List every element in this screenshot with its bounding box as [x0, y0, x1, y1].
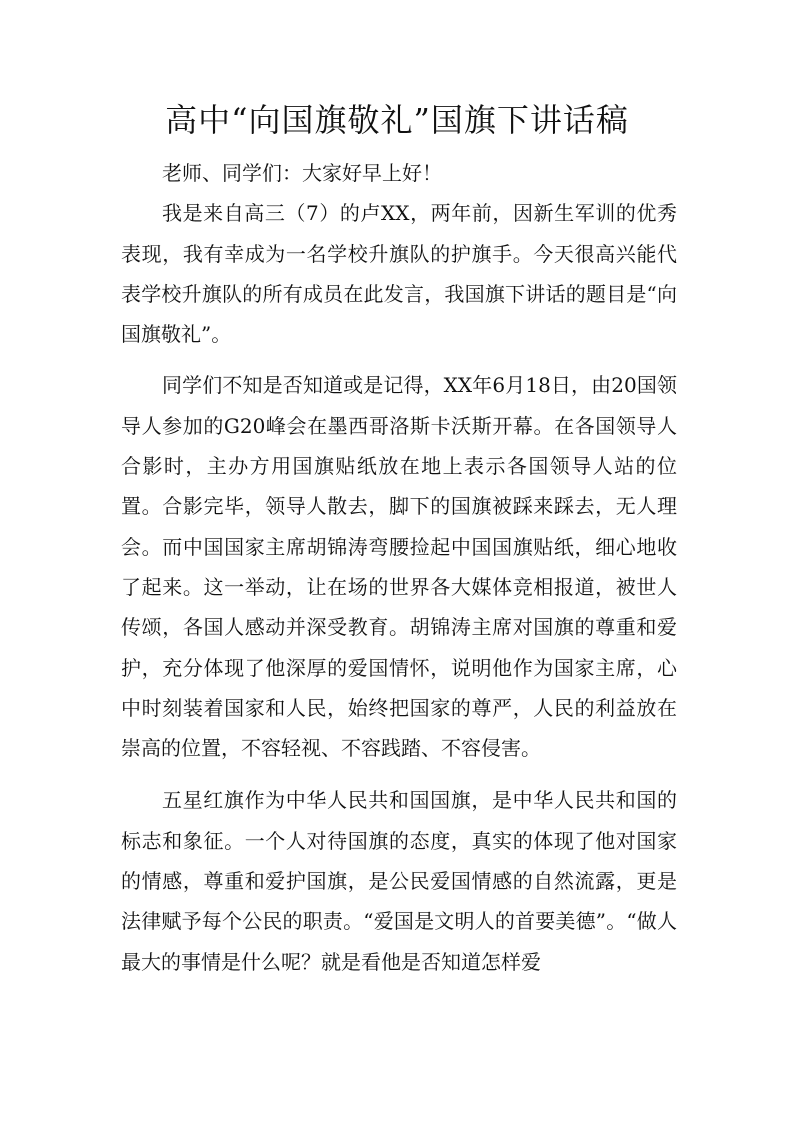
paragraph-flag-meaning: 五星红旗作为中华人民共和国国旗，是中华人民共和国的标志和象征。一个人对待国旗的态度，真实的体现了他对国家的情感，尊重和爱护国旗，是公民爱国情感的自然流露，更是法律赋予每个公民的职责。“爱国是文明人的首要美德”。“做人最大的事情是什么呢？就是看他是否知道怎样爱 [121, 788, 677, 974]
document-body [121, 153, 677, 982]
paragraph-greeting: 老师、同学们：大家好早上好！ [162, 161, 442, 185]
paragraph-g20-story: 同学们不知是否知道或是记得，XX年6月18日，由20国领导人参加的G20峰会在墨西哥洛斯卡沃斯开幕。在各国领导人合影时，主办方用国旗贴纸放在地上表示各国领导人站的位置。合影完毕，领导人散去，脚下的国旗被踩来踩去，无人理会。而中国国家主席胡锦涛弯腰捡起中国国旗贴纸，细心地收了起来。这一举动，让在场的世界各大媒体竞相报道，被世人传颂，各国人感动并深受教育。胡锦涛主席对国旗的尊重和爱护，充分体现了他深厚的爱国情怀，说明他作为国家主席，心中时刻装着国家和人民，始终把国家的尊严，人民的利益放在崇高的位置，不容轻视、不容践踏、不容侵害。 [121, 373, 677, 761]
paragraph-introduction: 我是来自高三（7）的卢XX，两年前，因新生军训的优秀表现，我有幸成为一名学校升旗队的护旗手。今天很高兴能代表学校升旗队的所有成员在此发言，我国旗下讲话的题目是“向国旗敬礼”。 [121, 201, 677, 347]
document-title: 高中“向国旗敬礼”国旗下讲话稿 [165, 101, 629, 139]
